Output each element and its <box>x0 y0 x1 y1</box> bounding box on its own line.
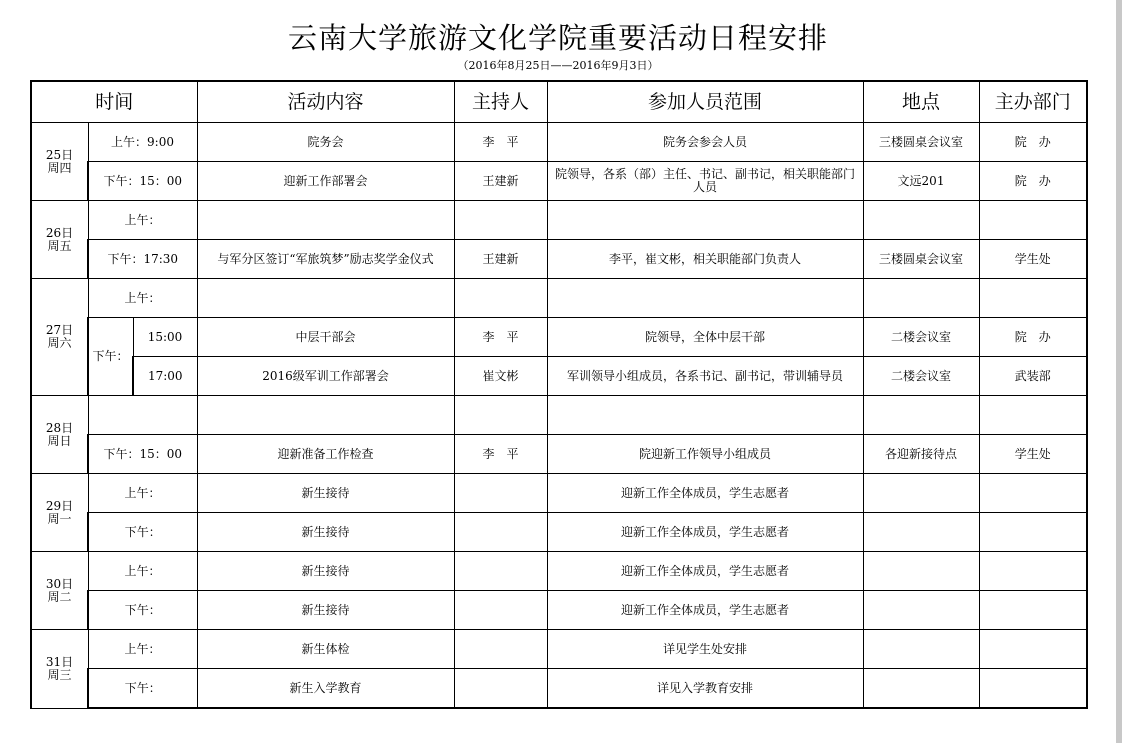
location-cell <box>863 669 979 709</box>
host-cell <box>454 279 547 318</box>
table-row <box>31 279 1087 318</box>
location-cell: 二楼会议室 <box>863 318 979 357</box>
time-cell: 下午： <box>88 591 197 630</box>
day-cell <box>31 474 88 552</box>
header-participants: 参加人员范围 <box>547 81 863 123</box>
participants-cell: 迎新工作全体成员，学生志愿者 <box>547 591 863 630</box>
location-cell <box>863 201 979 240</box>
time-cell: 下午：15：00 <box>88 162 197 201</box>
department-cell: 学生处 <box>979 435 1087 474</box>
day-weekday: 周四 <box>47 160 72 175</box>
host-cell <box>454 630 547 669</box>
time-label-cell: 下午： <box>88 318 133 396</box>
department-cell: 院 办 <box>979 123 1087 162</box>
host-cell: 王建新 <box>454 162 547 201</box>
content-cell: 新生接待 <box>197 591 454 630</box>
day-cell <box>31 279 88 396</box>
participants-cell: 院务会参会人员 <box>547 123 863 162</box>
location-cell: 文远201 <box>863 162 979 201</box>
header-content: 活动内容 <box>197 81 454 123</box>
schedule-table <box>30 80 1088 709</box>
host-cell <box>454 474 547 513</box>
content-cell: 新生体检 <box>197 630 454 669</box>
department-cell <box>979 513 1087 552</box>
header-host: 主持人 <box>454 81 547 123</box>
day-weekday: 周六 <box>47 336 72 350</box>
time-cell: 上午：9:00 <box>88 123 197 162</box>
department-cell: 学生处 <box>979 240 1087 279</box>
time-cell: 上午： <box>88 474 197 513</box>
sub-time-cell: 17:00 <box>133 357 197 396</box>
time-cell: 上午： <box>88 630 197 669</box>
date-range-subtitle: （2016年8月25日——2016年9月3日） <box>457 59 659 72</box>
host-cell <box>454 669 547 709</box>
participants-cell: 院迎新工作领导小组成员 <box>547 435 863 474</box>
participants-cell: 军训领导小组成员，各系书记、副书记，带训辅导员 <box>547 357 863 396</box>
location-cell <box>863 591 979 630</box>
location-cell <box>863 552 979 591</box>
department-cell: 院 办 <box>979 162 1087 201</box>
table-row <box>31 474 1087 513</box>
header-row <box>31 81 1087 123</box>
table-row <box>31 318 1087 357</box>
participants-cell: 迎新工作全体成员，学生志愿者 <box>547 513 863 552</box>
sub-time-cell: 15:00 <box>133 318 197 357</box>
department-cell <box>979 396 1087 435</box>
participants-cell: 详见入学教育安排 <box>547 669 863 709</box>
participants-cell: 迎新工作全体成员，学生志愿者 <box>547 474 863 513</box>
department-cell <box>979 669 1087 709</box>
location-cell: 二楼会议室 <box>863 357 979 396</box>
header-location: 地点 <box>863 81 979 123</box>
department-cell: 武装部 <box>979 357 1087 396</box>
content-cell: 迎新工作部署会 <box>197 162 454 201</box>
content-cell: 院务会 <box>197 123 454 162</box>
time-cell: 下午：17:30 <box>88 240 197 279</box>
location-cell <box>863 279 979 318</box>
location-cell <box>863 396 979 435</box>
participants-cell: 迎新工作全体成员，学生志愿者 <box>547 552 863 591</box>
time-cell: 下午： <box>88 669 197 709</box>
host-cell <box>454 513 547 552</box>
department-cell <box>979 630 1087 669</box>
host-cell <box>454 396 547 435</box>
day-cell <box>31 201 88 279</box>
participants-cell <box>547 201 863 240</box>
time-cell <box>88 396 197 435</box>
content-cell <box>197 396 454 435</box>
content-cell: 中层干部会 <box>197 318 454 357</box>
host-cell: 李 平 <box>454 435 547 474</box>
participants-cell <box>547 396 863 435</box>
participants-cell: 李平，崔文彬，相关职能部门负责人 <box>547 240 863 279</box>
location-cell <box>863 630 979 669</box>
day-weekday: 周日 <box>47 433 72 448</box>
content-cell: 与军分区签订“军旅筑梦”励志奖学金仪式 <box>197 240 454 279</box>
location-cell <box>863 513 979 552</box>
table-row <box>31 357 1087 396</box>
header-department: 主办部门 <box>979 81 1087 123</box>
time-cell: 下午： <box>88 513 197 552</box>
vertical-scrollbar[interactable] <box>1116 0 1122 743</box>
content-cell: 2016级军训工作部署会 <box>197 357 454 396</box>
table-row <box>31 513 1087 552</box>
day-weekday: 周一 <box>47 511 72 526</box>
content-cell <box>197 201 454 240</box>
department-cell: 院 办 <box>979 318 1087 357</box>
participants-cell: 详见学生处安排 <box>547 630 863 669</box>
department-cell <box>979 552 1087 591</box>
table-row <box>31 552 1087 591</box>
host-cell <box>454 591 547 630</box>
table-row <box>31 591 1087 630</box>
content-cell: 迎新准备工作检查 <box>197 435 454 474</box>
location-cell: 三楼圆桌会议室 <box>863 240 979 279</box>
department-cell <box>979 474 1087 513</box>
table-row <box>31 123 1087 162</box>
location-cell: 各迎新接待点 <box>863 435 979 474</box>
day-date: 29日 <box>45 498 74 513</box>
table-row <box>31 240 1087 279</box>
header-time: 时间 <box>31 81 197 123</box>
day-cell <box>31 396 88 474</box>
table-row <box>31 396 1087 435</box>
location-cell: 三楼圆桌会议室 <box>863 123 979 162</box>
day-cell <box>31 552 88 630</box>
content-cell: 新生接待 <box>197 513 454 552</box>
day-weekday: 周二 <box>47 589 72 604</box>
host-cell <box>454 552 547 591</box>
time-cell: 上午： <box>88 279 197 318</box>
day-cell <box>31 630 88 709</box>
host-cell <box>454 201 547 240</box>
day-date: 28日 <box>45 420 74 435</box>
time-cell: 上午： <box>88 201 197 240</box>
table-row <box>31 630 1087 669</box>
department-cell <box>979 201 1087 240</box>
table-row <box>31 162 1087 201</box>
content-cell: 新生入学教育 <box>197 669 454 709</box>
content-cell: 新生接待 <box>197 552 454 591</box>
host-cell: 李 平 <box>454 123 547 162</box>
day-weekday: 周五 <box>47 238 72 253</box>
content-cell <box>197 279 454 318</box>
day-date: 27日 <box>45 323 74 337</box>
table-row <box>31 435 1087 474</box>
day-date: 31日 <box>45 654 74 669</box>
day-cell <box>31 123 88 201</box>
host-cell: 崔文彬 <box>454 357 547 396</box>
table-row <box>31 201 1087 240</box>
department-cell <box>979 279 1087 318</box>
participants-cell: 院领导，各系（部）主任、书记、副书记，相关职能部门人员 <box>547 162 863 201</box>
day-date: 30日 <box>45 576 74 591</box>
time-cell: 上午： <box>88 552 197 591</box>
participants-cell <box>547 279 863 318</box>
host-cell: 王建新 <box>454 240 547 279</box>
content-cell: 新生接待 <box>197 474 454 513</box>
page-title: 云南大学旅游文化学院重要活动日程安排 <box>287 21 828 55</box>
table-row <box>31 669 1087 709</box>
day-date: 25日 <box>45 147 74 162</box>
department-cell <box>979 591 1087 630</box>
host-cell: 李 平 <box>454 318 547 357</box>
day-date: 26日 <box>45 225 74 240</box>
time-cell: 下午：15：00 <box>88 435 197 474</box>
participants-cell: 院领导，全体中层干部 <box>547 318 863 357</box>
day-weekday: 周三 <box>47 667 72 682</box>
location-cell <box>863 474 979 513</box>
